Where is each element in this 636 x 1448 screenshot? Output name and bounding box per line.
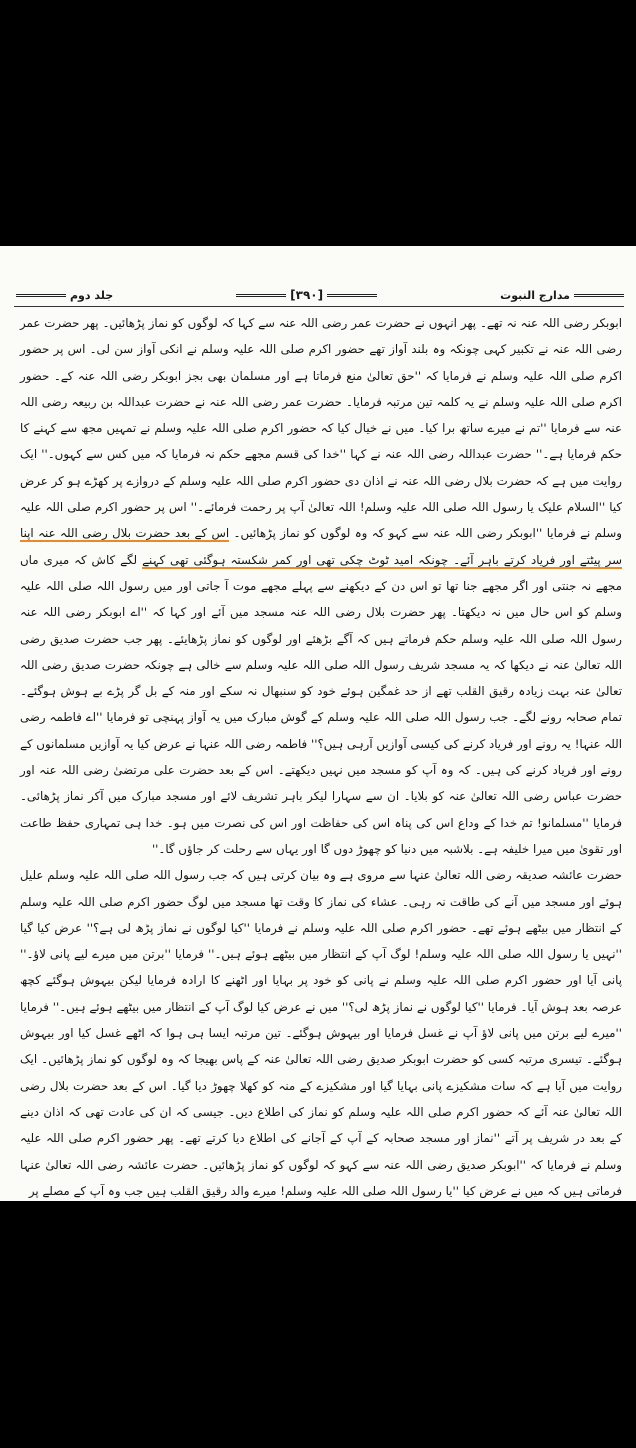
page-number-group — [236, 288, 377, 302]
paragraph-1-rest: لگے کاش کہ میری ماں مجھے نہ جنتی اور اگر مجھے جنا تھا تو اس دن کے دیکھنے سے پہلے مجھے موت آ جاتی اور میں رسول اللہ صلی اللہ علیہ وسلم کو اس حال میں نہ دیکھتا۔ پھر حضرت بلال رضی اللہ عنہ مسجد میں آئے اور کہا کہ ''اے ابوبکر رضی اللہ عنہ رسول اللہ صلی اللہ علیہ وسلم حکم فرماتے ہیں کہ آگے بڑھئے اور لوگوں کو نماز پڑھایئے۔ پھر جب حضرت صدیق رضی اللہ تعالیٰ عنہ نے دیکھا کہ یہ مسجد شریف رسول اللہ صلی اللہ علیہ وسلم سے خالی ہے چونکہ حضرت صدیق رضی اللہ تعالیٰ عنہ بہت زیادہ رقیق القلب تھے از حد غمگین ہوئے خود کو سنبھال نہ سکے اور منہ کے بل گر پڑے بے ہوش ہوگئے۔ تمام صحابہ رونے لگے۔ جب رسول اللہ صلی اللہ علیہ وسلم کے گوش مبارک میں یہ آواز پہنچی تو فرمایا ''اے فاطمہ رضی اللہ عنہا! یہ رونے اور فریاد کرنے کی کیسی آوازیں آرہی ہیں؟'' فاطمہ رضی اللہ عنہا نے عرض کیا یہ آوازیں مسلمانوں کے رونے اور فریاد کرنے کی ہیں۔ کہ وہ آپ کو مسجد میں نہیں دیکھتے۔ اس کے بعد حضرت علی مرتضیٰ رضی اللہ عنہ اور حضرت عباس رضی اللہ تعالیٰ عنہ کو بلایا۔ ان سے سہارا لیکر باہر تشریف لائے اور مسجد مبارک میں آکر نماز پڑھائی۔ فرمایا ''مسلمانو! تم خدا کے وداع اس کی پناہ اس کی حفاظت اور اس کی نصرت میں ہو۔ خدا ہی تمہاری حفظ طاعت اور تقویٰ میں میرا خلیفہ ہے۔ بلاشبہ میں دنیا کو چھوڑ دوں گا اور یہاں سے رحلت کر جاؤں گا۔'' — [20, 552, 622, 856]
bottom-black-bar — [0, 1201, 636, 1448]
volume-group — [16, 289, 113, 302]
volume-label: جلد دوم — [70, 288, 114, 302]
scanned-page — [0, 246, 636, 1201]
header-divider — [14, 306, 624, 307]
page-header — [16, 284, 624, 306]
header-rule — [236, 294, 286, 297]
top-black-bar — [0, 0, 636, 246]
book-title: مدارج النبوت — [500, 288, 570, 302]
header-rule — [16, 294, 66, 297]
paragraph-1 — [20, 310, 622, 862]
highlighted-sentence: اس کے بعد حضرت بلال رضی اللہ عنہ اپنا سر پیٹتے اور فریاد کرتے باہر آئے۔ چونکہ امید ٹوٹ چکی تھی اور کمر شکستہ ہوگئی تھی کہنے — [20, 526, 623, 567]
book-title-group — [500, 289, 624, 302]
page-number: [۳۹۰] — [290, 288, 324, 302]
header-rule — [574, 294, 624, 297]
header-rule — [327, 294, 377, 297]
document-body — [20, 310, 622, 1201]
paragraph-2: حضرت عائشہ صدیقہ رضی اللہ تعالیٰ عنہا سے مروی ہے وہ بیان کرتی ہیں کہ جب رسول اللہ صلی اللہ علیہ وسلم علیل ہوئے اور مسجد میں آنے کی طاقت نہ رہی۔ عشاء کی نماز کا وقت تھا مسجد میں لوگ حضور اکرم صلی اللہ علیہ وسلم کے انتظار میں بیٹھے ہوئے تھے۔ حضور اکرم صلی اللہ علیہ وسلم نے فرمایا ''کیا لوگوں نے نماز پڑھ لی ہے؟'' عرض کیا گیا ''نہیں یا رسول اللہ صلی اللہ علیہ وسلم! لوگ آپ کے انتظار میں بیٹھے ہوئے ہیں۔'' فرمایا ''برتن میں میرے لیے پانی لاؤ۔'' پانی آیا اور حضور اکرم صلی اللہ علیہ وسلم نے پانی کو خود پر بہایا اور اٹھنے کا ارادہ فرمایا لیکن بیہوش ہوگئے کچھ عرصہ بعد ہوش آیا۔ فرمایا ''کیا لوگوں نے نماز پڑھ لی؟'' میں نے عرض کیا لوگ آپ کے انتظار میں بیٹھے ہوئے ہیں۔'' فرمایا ''میرے لیے برتن میں پانی لاؤ آپ نے غسل فرمایا اور بیہوش ہوگئے۔ تین مرتبہ ایسا ہی ہوا کہ اٹھے غسل کیا اور بیہوش ہوگئے۔ تیسری مرتبہ کسی کو حضرت ابوبکر صدیق رضی اللہ تعالیٰ عنہ کے پاس بھیجا کہ وہ لوگوں کو نماز پڑھائیں۔ ایک روایت میں آیا ہے کہ سات مشکیزے پانی بہایا گیا اور مشکیزے کے منہ کو کھلا چھوڑ دیا گیا۔ اس کے بعد حضرت بلال رضی اللہ تعالیٰ عنہ آئے کہ حضور اکرم صلی اللہ علیہ وسلم کو نماز کی اطلاع دیں۔ جیسی کہ ان کی عادت تھی کہ اذان دینے کے بعد در شریف پر آتے ''نماز اور مسجد صحابہ کے آپ کے آجانے کی اطلاع دیا کرتے تھے۔ پھر حضور اکرم صلی اللہ علیہ وسلم نے فرمایا کہ ''ابوبکر صدیق رضی اللہ عنہ سے کہو کہ لوگوں کو نماز پڑھائیں۔ حضرت عائشہ رضی اللہ تعالیٰ عنہا فرماتی ہیں کہ میں نے عرض کیا ''یا رسول اللہ صلی اللہ علیہ وسلم! میرے والد رقیق القلب ہیں جب وہ آپ کے مصلے پر — [20, 868, 622, 1198]
paragraph-1-start: ابوبکر رضی اللہ عنہ نہ تھے۔ پھر انہوں نے حضرت عمر رضی اللہ عنہ سے کہا کہ لوگوں کو نماز پڑھائیں۔ پھر حضرت عمر رضی اللہ عنہ نے تکبیر کہی چونکہ وہ بلند آواز تھے حضور اکرم صلی اللہ علیہ وسلم نے انکی آواز سن لی۔ اس پر حضور اکرم صلی اللہ علیہ وسلم نے فرمایا کہ ''حق تعالیٰ منع فرماتا ہے اور مسلمان بھی بجز ابوبکر رضی اللہ عنہ کے۔ حضور اکرم صلی اللہ علیہ وسلم نے یہ کلمہ تین مرتبہ فرمایا۔ حضرت عمر رضی اللہ عنہ نے حضرت عبداللہ بن ربیعہ رضی اللہ عنہ سے فرمایا ''تم نے میرے ساتھ برا کیا۔ میں نے خیال کیا کہ حضور اکرم صلی اللہ علیہ وسلم نے تمہیں مجھ سے کہنے کا حکم فرمایا ہے۔'' حضرت عبداللہ رضی اللہ عنہ نے کہا ''خدا کی قسم مجھے حکم نہ فرمایا کہ میں کس سے کہوں۔'' ایک روایت میں ہے کہ حضرت بلال رضی اللہ عنہ نے اذان دی حضور اکرم صلی اللہ علیہ وسلم کے دروازے پر کھڑے ہو کر عرض کیا ''السلام علیک یا رسول اللہ صلی اللہ علیہ وسلم! اللہ تعالیٰ آپ پر رحمت فرمائے۔'' اس پر حضور اکرم صلی اللہ علیہ وسلم نے فرمایا ''ابوبکر رضی اللہ عنہ سے کہو کہ وہ لوگوں کو نماز پڑھائیں۔ — [20, 316, 622, 541]
